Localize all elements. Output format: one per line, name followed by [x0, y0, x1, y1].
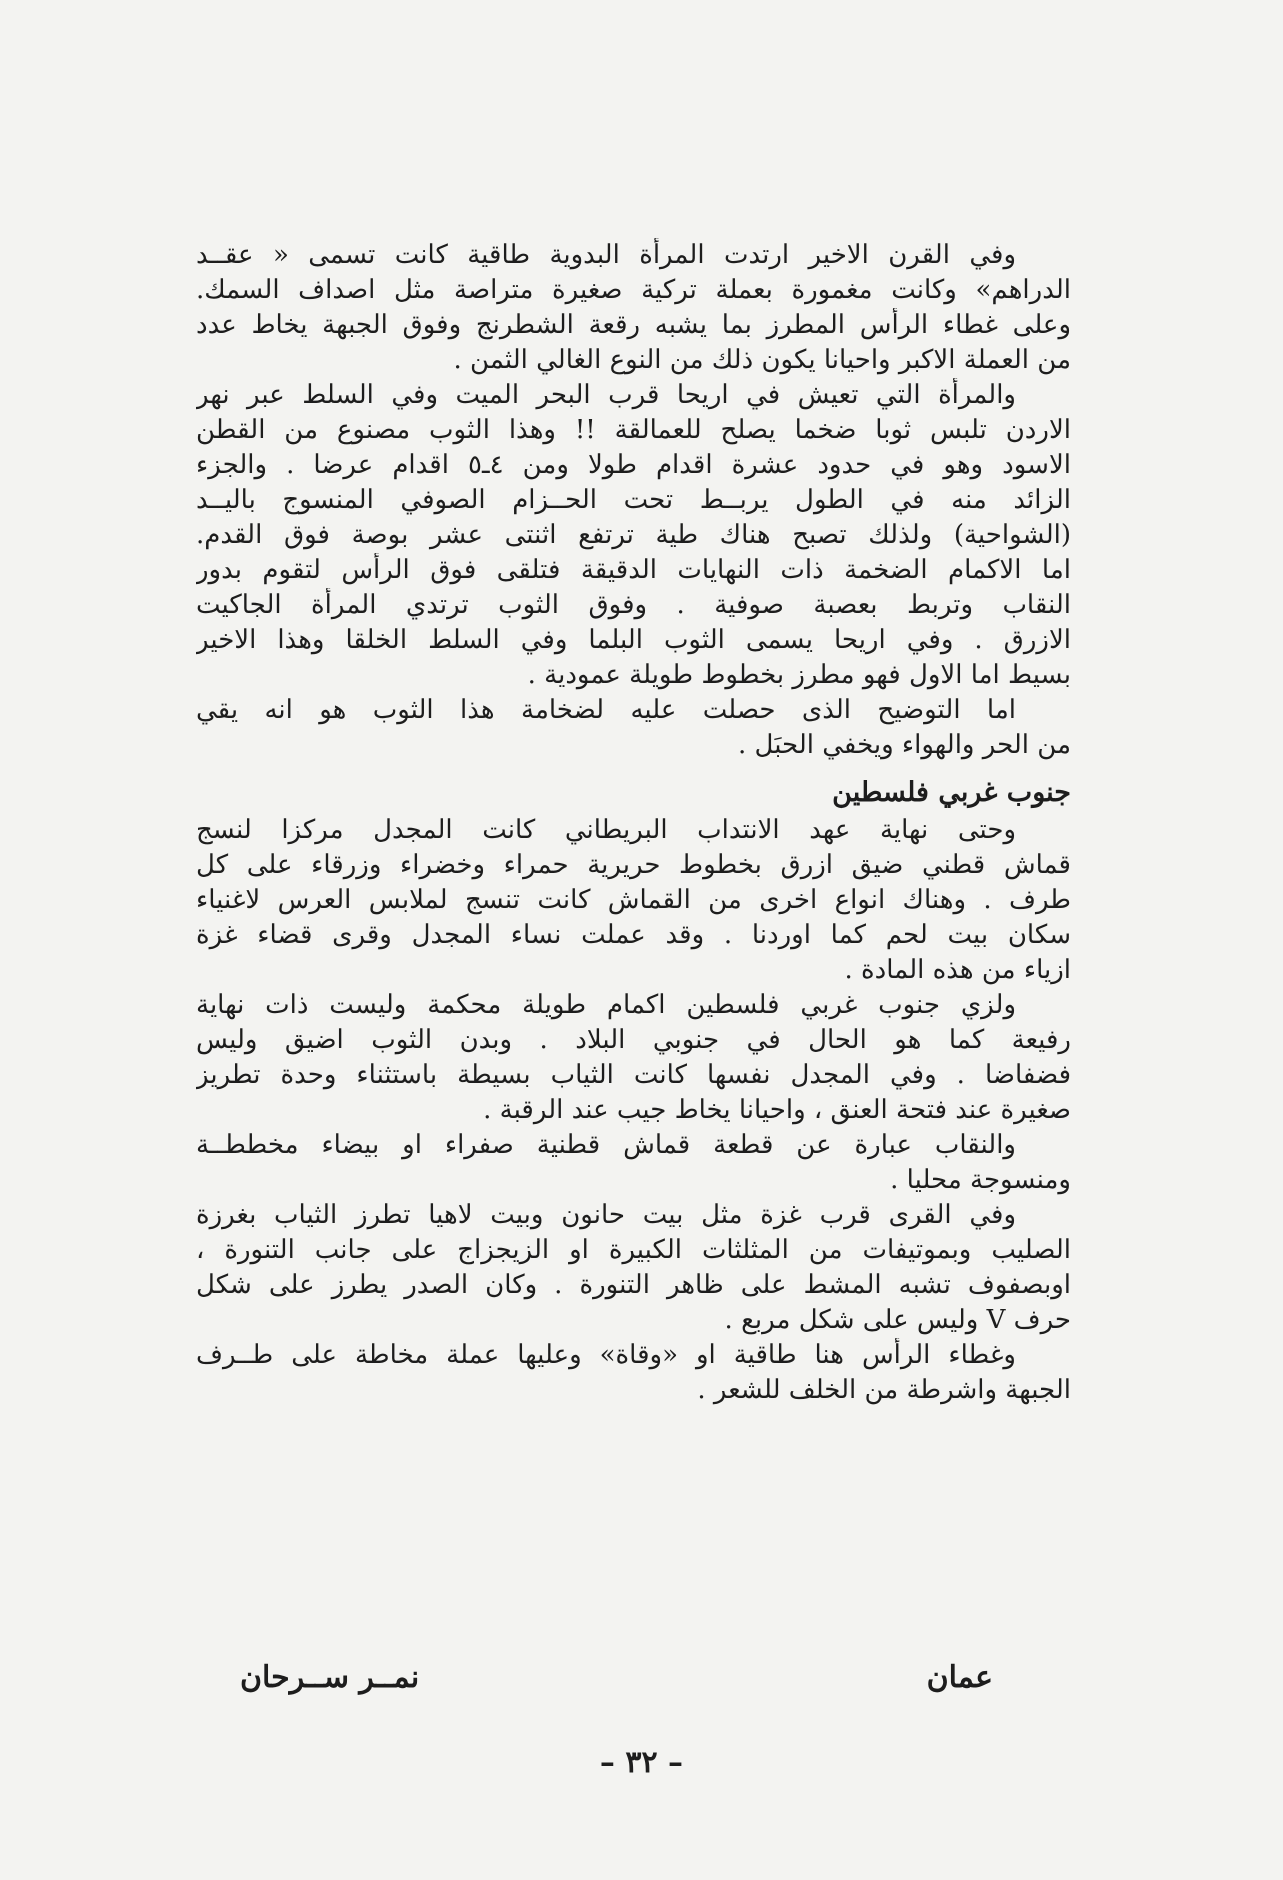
text-line: بسيط اما الاول فهو مطرز بخطوط طويلة عمودية .: [527, 660, 1071, 690]
text-line: سكان بيت لحم كما اوردنا . وقد عملت نساء المجدل وقرى قضاء غزة: [196, 920, 1071, 950]
text-line: اوبصفوف تشبه المشط على ظاهر التنورة . وكان الصدر يطرز على شكل: [196, 1270, 1071, 1300]
text-line: وفي القرى قرب غزة مثل بيت حانون وبيت لاهيا تطرز الثياب بغرزة: [196, 1200, 1016, 1230]
text-line: من العملة الاكبر واحيانا يكون ذلك من النوع الغالي الثمن .: [453, 345, 1071, 375]
text-line: وغطاء الرأس هنا طاقية او «وقاة» وعليها عملة مخاطة على طــرف: [196, 1340, 1016, 1370]
text-line: الدراهم» وكانت مغمورة بعملة تركية صغيرة متراصة مثل اصداف السمك.: [196, 275, 1071, 305]
text-line: النقاب وتربط بعصبة صوفية . وفوق الثوب ترتدي المرأة الجاكيت: [196, 590, 1071, 620]
page-number: – ٣٢ –: [599, 1745, 684, 1780]
text-line: ازياء من هذه المادة .: [844, 955, 1071, 985]
text-line: (الشواحية) ولذلك تصبح هناك طية ترتفع اثنتى عشر بوصة فوق القدم.: [196, 520, 1071, 550]
text-line: فضفاضا . وفي المجدل نفسها كانت الثياب بسيطة باستثناء وحدة تطريز: [196, 1060, 1071, 1090]
text-line: الاردن تلبس ثوبا ضخما يصلح للعمالقة !! وهذا الثوب مصنوع من القطن: [196, 415, 1071, 445]
paragraph: [196, 813, 1071, 988]
paragraph: [196, 988, 1071, 1128]
paragraph: [196, 1128, 1071, 1198]
text-line: وحتى نهاية عهد الانتداب البريطاني كانت المجدل مركزا لنسج: [196, 815, 1016, 845]
text-line: ولزي جنوب غربي فلسطين اكمام طويلة محكمة وليست ذات نهاية: [196, 990, 1016, 1020]
place-name: عمان: [926, 1660, 993, 1695]
text-line: وفي القرن الاخير ارتدت المرأة البدوية طاقية كانت تسمى « عقــد: [196, 240, 1016, 270]
text-line: اما الاكمام الضخمة ذات النهايات الدقيقة فتلقى فوق الرأس لتقوم بدور: [196, 555, 1071, 585]
text-line: رفيعة كما هو الحال في جنوبي البلاد . وبدن الثوب اضيق وليس: [196, 1025, 1071, 1055]
article-body: [196, 238, 1071, 1408]
text-line: الجبهة واشرطة من الخلف للشعر .: [697, 1375, 1071, 1405]
paragraph: [196, 693, 1071, 763]
signature-footer: [0, 1660, 1283, 1710]
text-line: ومنسوجة محليا .: [890, 1165, 1071, 1195]
text-line: وعلى غطاء الرأس المطرز بما يشبه رقعة الشطرنج وفوق الجبهة يخاط عدد: [196, 310, 1071, 340]
paragraph: [196, 378, 1071, 693]
author-name: نمــر ســرحان: [240, 1660, 420, 1695]
text-line: من الحر والهواء ويخفي الحبَل .: [737, 730, 1071, 760]
text-line: الزائد منه في الطول يربــط تحت الحــزام الصوفي المنسوج باليــد: [196, 485, 1071, 515]
text-line: الصليب وبموتيفات من المثلثات الكبيرة او الزيجزاج على جانب التنورة ،: [196, 1235, 1071, 1265]
text-line: قماش قطني ضيق ازرق بخطوط حريرية حمراء وخضراء وزرقاء على كل: [196, 850, 1071, 880]
text-line: الاسود وهو في حدود عشرة اقدام طولا ومن ٤ـ٥ اقدام عرضا . والجزء: [196, 450, 1071, 480]
paragraph: [196, 1338, 1071, 1408]
paragraph: [196, 1198, 1071, 1338]
text-line: والمرأة التي تعيش في اريحا قرب البحر الميت وفي السلط عبر نهر: [196, 380, 1016, 410]
text-line: حرف V وليس على شكل مربع .: [724, 1305, 1071, 1335]
paragraph: [196, 238, 1071, 378]
text-line: الازرق . وفي اريحا يسمى الثوب البلما وفي السلط الخلقا وهذا الاخير: [196, 625, 1071, 655]
text-line: والنقاب عبارة عن قطعة قماش قطنية صفراء او بيضاء مخططــة: [196, 1130, 1016, 1160]
text-line: صغيرة عند فتحة العنق ، واحيانا يخاط جيب عند الرقبة .: [483, 1095, 1071, 1125]
text-line: اما التوضيح الذى حصلت عليه لضخامة هذا الثوب هو انه يقي: [196, 695, 1016, 725]
section-heading: جنوب غربي فلسطين: [832, 777, 1071, 808]
text-line: طرف . وهناك انواع اخرى من القماش كانت تنسج لملابس العرس لاغنياء: [196, 885, 1071, 915]
